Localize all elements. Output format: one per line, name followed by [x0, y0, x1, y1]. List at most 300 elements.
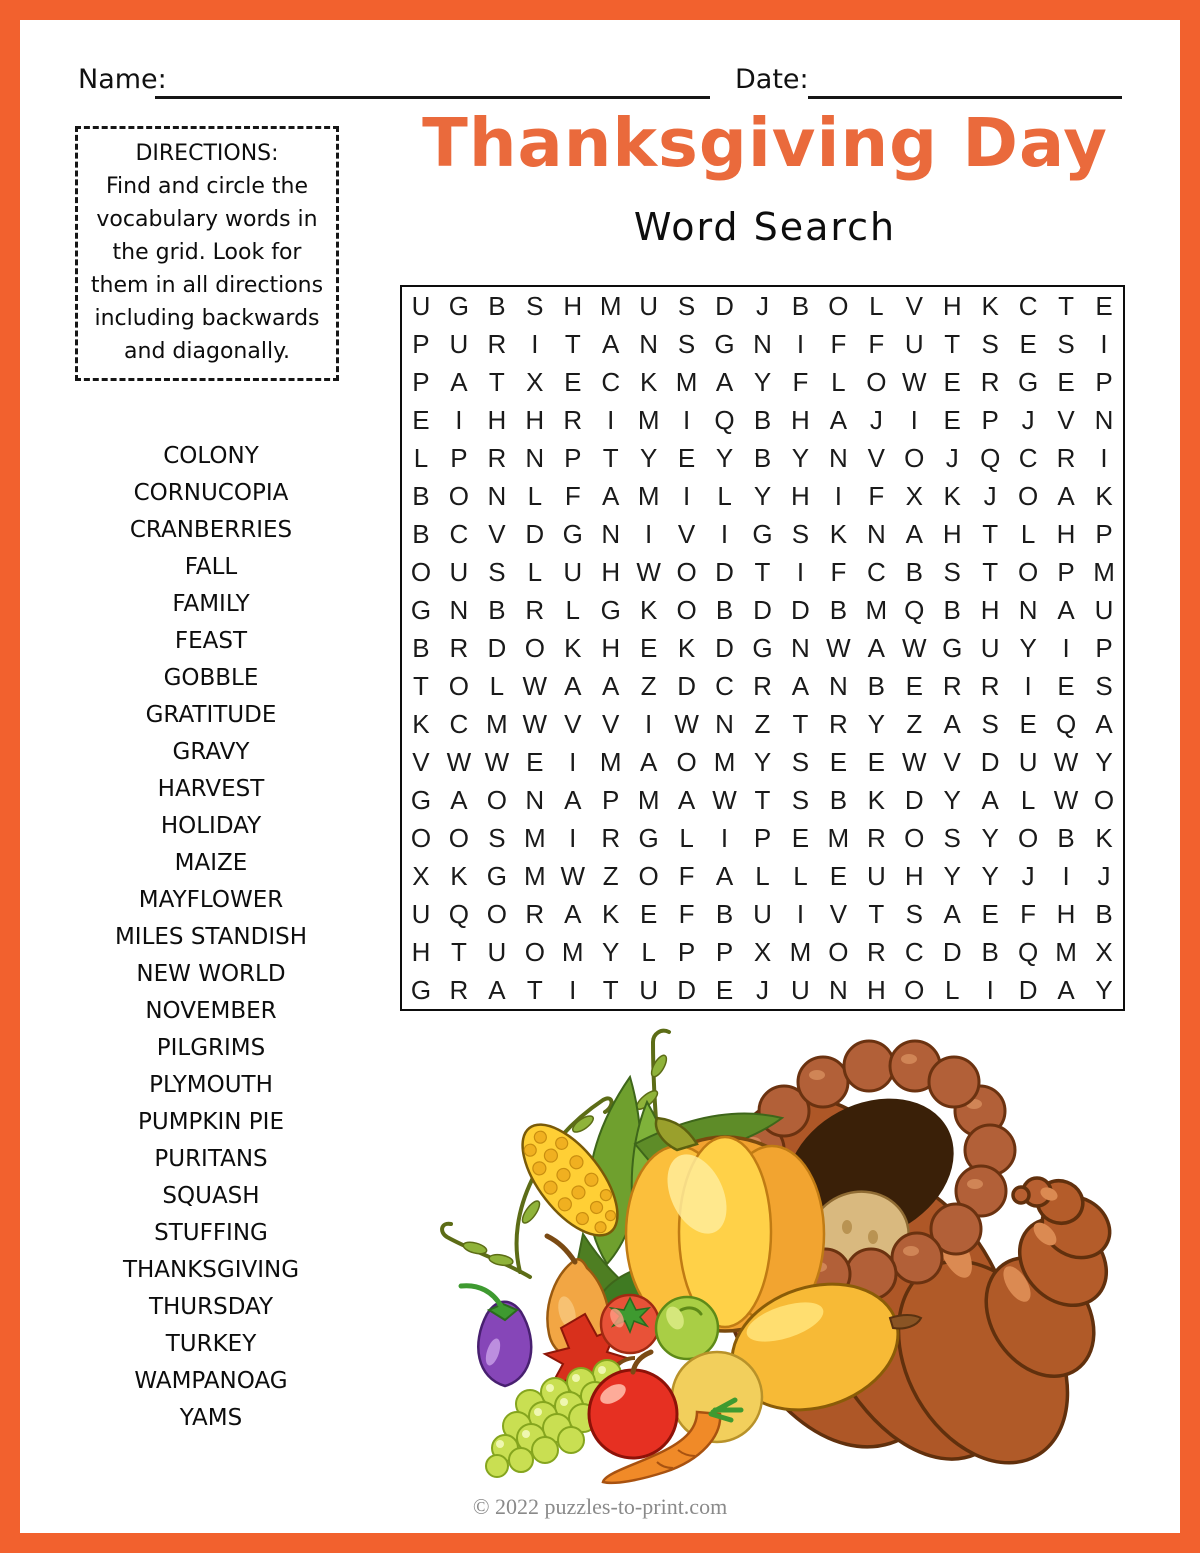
grid-cell: O: [448, 480, 470, 511]
grid-cell: W: [826, 632, 851, 663]
grid-cell: O: [828, 936, 849, 967]
grid-cell: N: [525, 442, 545, 473]
grid-cell: A: [488, 974, 506, 1005]
grid-cell: O: [828, 290, 849, 321]
word-list-item: STUFFING: [154, 1220, 268, 1246]
grid-cell: B: [905, 556, 923, 587]
grid-cell: U: [411, 898, 431, 929]
grid-cell: N: [828, 974, 848, 1005]
grid-cell: Q: [1055, 708, 1077, 739]
grid-cell: M: [637, 480, 660, 511]
grid-cell: M: [599, 746, 622, 777]
grid-cell: P: [1095, 518, 1113, 549]
grid-cell: H: [866, 974, 886, 1005]
grid-cell: E: [943, 366, 961, 397]
grid-cell: S: [943, 556, 961, 587]
grid-cell: T: [1058, 290, 1075, 321]
grid-cell: V: [829, 898, 848, 929]
directions-heading: DIRECTIONS:: [135, 141, 279, 166]
grid-cell: K: [829, 518, 848, 549]
grid-cell: O: [486, 898, 507, 929]
grid-cell: F: [830, 556, 847, 587]
grid-cell: E: [829, 860, 848, 891]
grid-cell: F: [1020, 898, 1037, 929]
grid-cell: M: [865, 594, 888, 625]
grid-cell: W: [636, 556, 661, 587]
grid-cell: S: [905, 898, 923, 929]
grid-cell: V: [905, 290, 923, 321]
grid-cell: V: [867, 442, 885, 473]
grid-cell: F: [564, 480, 581, 511]
grid-cell: E: [1019, 708, 1037, 739]
grid-cell: P: [602, 784, 620, 815]
grid-cell: H: [942, 290, 962, 321]
grid-cell: I: [1100, 442, 1108, 473]
grid-cell: O: [904, 822, 925, 853]
grid-cell: E: [639, 898, 658, 929]
grid-cell: E: [526, 746, 544, 777]
grid-cell: W: [902, 632, 927, 663]
grid-cell: O: [1018, 480, 1039, 511]
grid-cell: Y: [943, 784, 961, 815]
grid-cell: A: [943, 898, 961, 929]
grid-cell: E: [829, 746, 848, 777]
grid-cell: P: [564, 442, 582, 473]
grid-cell: K: [639, 366, 658, 397]
grid-cell: I: [1024, 670, 1032, 701]
grid-cell: S: [1057, 328, 1075, 359]
grid-cell: I: [645, 708, 653, 739]
grid-cell: A: [715, 860, 734, 891]
grid-cell: M: [637, 784, 660, 815]
grid-cell: W: [446, 746, 472, 777]
grid-cell: U: [487, 936, 507, 967]
grid-cell: O: [866, 366, 887, 397]
word-list-item: WAMPANOAG: [134, 1368, 288, 1394]
word-list-item: FEAST: [174, 628, 248, 654]
grid-cell: O: [1018, 556, 1039, 587]
grid-cell: Q: [904, 594, 925, 625]
grid-cell: W: [522, 708, 548, 739]
word-list-item: FALL: [184, 554, 238, 580]
grid-cell: I: [455, 404, 463, 435]
grid-cell: G: [942, 632, 963, 663]
grid-cell: U: [753, 898, 772, 929]
grid-cell: H: [980, 594, 1000, 625]
grid-cell: U: [563, 556, 583, 587]
grid-cell: Y: [791, 442, 810, 473]
grid-cell: R: [753, 670, 772, 701]
grid-cell: Y: [1019, 632, 1037, 663]
grid-cell: L: [717, 480, 732, 511]
grid-cell: P: [715, 936, 734, 967]
grid-cell: N: [715, 708, 734, 739]
grid-cell: X: [412, 860, 430, 891]
grid-cell: C: [1018, 442, 1038, 473]
grid-cell: B: [753, 442, 772, 473]
grid-cell: L: [944, 974, 960, 1005]
grid-cell: K: [1095, 480, 1113, 511]
grid-cell: O: [638, 860, 659, 891]
grid-cell: R: [828, 708, 848, 739]
grid-cell: B: [715, 594, 734, 625]
grid-cell: L: [527, 480, 543, 511]
grid-cell: T: [564, 328, 581, 359]
grid-cell: S: [791, 746, 810, 777]
grid-cell: A: [1057, 974, 1075, 1005]
grid-cell: M: [675, 366, 698, 397]
grid-cell: Z: [754, 708, 771, 739]
grid-cell: T: [792, 708, 809, 739]
grid-cell: O: [676, 594, 697, 625]
grid-cell: J: [869, 404, 883, 435]
grid-cell: R: [487, 442, 507, 473]
name-write-line: [155, 96, 710, 99]
grid-cell: G: [638, 822, 659, 853]
grid-cell: I: [569, 746, 577, 777]
grid-cell: B: [1057, 822, 1075, 853]
grid-cell: U: [449, 556, 469, 587]
grid-cell: R: [601, 822, 621, 853]
grid-cell: W: [1053, 784, 1079, 815]
grid-cell: M: [1055, 936, 1077, 967]
grid-cell: V: [412, 746, 430, 777]
grid-cell: S: [791, 784, 810, 815]
grid-cell: Y: [1095, 974, 1113, 1005]
grid-cell: R: [942, 670, 962, 701]
grid-cell: L: [413, 442, 429, 473]
grid-cell: X: [753, 936, 772, 967]
grid-cell: Q: [1018, 936, 1039, 967]
grid-cell: Y: [715, 442, 734, 473]
word-list-item: FAMILY: [172, 591, 250, 617]
grid-cell: N: [525, 784, 545, 815]
word-list-item: PLYMOUTH: [149, 1072, 273, 1098]
grid-cell: M: [523, 822, 546, 853]
grid-cell: Z: [640, 670, 657, 701]
grid-cell: S: [488, 556, 506, 587]
grid-cell: D: [942, 936, 962, 967]
page-subtitle: Word Search: [633, 205, 897, 249]
grid-cell: L: [565, 594, 580, 625]
word-list-item: PUMPKIN PIE: [138, 1109, 284, 1135]
grid-cell: P: [1095, 366, 1113, 397]
word-list-item: THURSDAY: [148, 1294, 274, 1320]
word-list-item: TURKEY: [165, 1331, 257, 1357]
grid-cell: Y: [639, 442, 658, 473]
grid-cell: U: [904, 328, 924, 359]
grid-cell: W: [902, 366, 927, 397]
word-list-item: THANKSGIVING: [122, 1257, 300, 1283]
grid-cell: S: [488, 822, 506, 853]
grid-cell: L: [679, 822, 694, 853]
grid-cell: I: [1100, 328, 1108, 359]
tomato-graphic: [601, 1295, 659, 1353]
grid-cell: O: [448, 822, 470, 853]
grid-cell: M: [827, 822, 850, 853]
grid-cell: U: [411, 290, 431, 321]
grid-cell: A: [602, 328, 620, 359]
grid-cell: M: [713, 746, 736, 777]
grid-cell: T: [602, 974, 619, 1005]
grid-cell: K: [981, 290, 999, 321]
grid-cell: A: [450, 784, 468, 815]
grid-cell: I: [796, 898, 805, 929]
grid-cell: H: [904, 860, 924, 891]
grid-cell: U: [639, 290, 659, 321]
grid-cell: V: [943, 746, 961, 777]
grid-cell: I: [910, 404, 918, 435]
grid-cell: G: [562, 518, 583, 549]
grid-cell: D: [904, 784, 924, 815]
grid-cell: U: [1018, 746, 1038, 777]
grid-cell: R: [449, 974, 469, 1005]
grid-cell: B: [981, 936, 999, 967]
grid-cell: I: [531, 328, 539, 359]
grid-cell: K: [564, 632, 582, 663]
grid-cell: C: [715, 670, 734, 701]
grid-cell: R: [866, 822, 886, 853]
grid-cell: M: [561, 936, 584, 967]
grid-cell: N: [866, 518, 886, 549]
grid-cell: K: [412, 708, 430, 739]
grid-cell: C: [449, 518, 469, 549]
grid-cell: D: [715, 556, 734, 587]
grid-cell: O: [486, 784, 507, 815]
grid-cell: E: [905, 670, 923, 701]
grid-cell: D: [791, 594, 810, 625]
word-list-item: PURITANS: [154, 1146, 268, 1172]
grid-cell: S: [943, 822, 961, 853]
grid-cell: M: [1093, 556, 1115, 587]
footer-copyright: © 2022 puzzles-to-print.com: [472, 1494, 728, 1519]
grid-cell: N: [791, 632, 810, 663]
grid-cell: O: [904, 974, 925, 1005]
grid-cell: L: [489, 670, 505, 701]
grid-cell: Q: [980, 442, 1001, 473]
grid-cell: R: [563, 404, 583, 435]
grid-cell: L: [641, 936, 656, 967]
grid-cell: Y: [943, 860, 961, 891]
grid-cell: L: [755, 860, 770, 891]
grid-cell: T: [754, 784, 771, 815]
grid-cell: O: [904, 442, 925, 473]
grid-cell: P: [677, 936, 696, 967]
grid-cell: F: [868, 480, 885, 511]
word-list-item: MAIZE: [174, 850, 248, 876]
grid-cell: D: [1018, 974, 1038, 1005]
grid-cell: G: [410, 784, 432, 815]
grid-cell: U: [866, 860, 886, 891]
grid-cell: Y: [602, 936, 620, 967]
grid-cell: M: [599, 290, 622, 321]
grid-cell: A: [639, 746, 658, 777]
grid-cell: E: [1057, 670, 1075, 701]
grid-cell: T: [526, 974, 543, 1005]
grid-cell: H: [1056, 518, 1076, 549]
grid-cell: D: [525, 518, 545, 549]
grid-cell: O: [1018, 822, 1039, 853]
grid-cell: A: [602, 480, 620, 511]
grid-cell: H: [411, 936, 431, 967]
grid-cell: T: [982, 556, 999, 587]
grid-cell: W: [560, 860, 586, 891]
eggplant-graphic: [461, 1286, 531, 1386]
grid-cell: X: [1095, 936, 1113, 967]
grid-cell: N: [828, 442, 848, 473]
grid-cell: O: [676, 746, 697, 777]
word-list-item: MAYFLOWER: [138, 887, 284, 913]
grid-cell: H: [1056, 898, 1076, 929]
grid-cell: L: [1020, 784, 1036, 815]
grid-cell: K: [1095, 822, 1113, 853]
grid-cell: K: [867, 784, 885, 815]
grid-cell: M: [523, 860, 546, 891]
grid-cell: K: [677, 632, 696, 663]
grid-cell: E: [1019, 328, 1037, 359]
grid-cell: E: [677, 442, 696, 473]
grid-cell: D: [980, 746, 1000, 777]
grid-cell: V: [564, 708, 582, 739]
grid-cell: R: [1056, 442, 1076, 473]
grid-cell: F: [868, 328, 885, 359]
grid-cell: I: [1062, 860, 1070, 891]
grid-cell: L: [831, 366, 846, 397]
grid-cell: G: [1018, 366, 1039, 397]
grid-cell: A: [867, 632, 885, 663]
grid-cell: R: [487, 328, 507, 359]
grid-cell: A: [564, 784, 582, 815]
grid-cell: W: [674, 708, 699, 739]
directions-body: Find and circle the vocabulary words in the grid. Look for them in all directions including backwards and diagonally.: [90, 174, 324, 364]
grid-cell: B: [753, 404, 772, 435]
grid-cell: L: [869, 290, 884, 321]
grid-cell: W: [522, 670, 548, 701]
grid-cell: F: [678, 898, 695, 929]
grid-cell: T: [488, 366, 505, 397]
grid-cell: Y: [753, 746, 772, 777]
grid-cell: B: [488, 290, 506, 321]
grid-cell: B: [1095, 898, 1113, 929]
grid-cell: R: [449, 632, 469, 663]
grid-cell: R: [866, 936, 886, 967]
grid-cell: O: [410, 556, 432, 587]
grid-cell: N: [753, 328, 772, 359]
grid-cell: A: [981, 784, 999, 815]
word-list-item: NEW WORLD: [136, 961, 286, 987]
grid-cell: B: [412, 632, 430, 663]
grid-cell: M: [486, 708, 508, 739]
grid-cell: J: [983, 480, 997, 511]
grid-cell: W: [902, 746, 927, 777]
grid-cell: Z: [602, 860, 619, 891]
grid-cell: T: [413, 670, 429, 701]
grid-cell: L: [793, 860, 808, 891]
grid-cell: C: [601, 366, 621, 397]
grid-cell: G: [752, 518, 773, 549]
grid-cell: T: [944, 328, 961, 359]
word-list: [66, 438, 356, 1437]
grid-cell: N: [828, 670, 848, 701]
grid-cell: Y: [981, 860, 999, 891]
word-list-item: PILGRIMS: [156, 1035, 266, 1061]
grid-cell: A: [1095, 708, 1113, 739]
grid-cell: I: [569, 822, 577, 853]
grid-cell: J: [1097, 860, 1111, 891]
grid-cell: C: [866, 556, 886, 587]
grid-cell: G: [410, 594, 432, 625]
grid-cell: O: [524, 632, 545, 663]
grid-cell: F: [830, 328, 847, 359]
word-list-item: NOVEMBER: [145, 998, 277, 1024]
word-list-item: GRATITUDE: [145, 702, 277, 728]
word-list-item: YAMS: [179, 1405, 243, 1431]
grid-cell: C: [449, 708, 469, 739]
green-apple-graphic: [656, 1297, 718, 1359]
grid-cell: V: [602, 708, 620, 739]
grid-cell: I: [682, 404, 691, 435]
date-write-line: [808, 96, 1122, 99]
grid-cell: H: [563, 290, 583, 321]
grid-cell: N: [449, 594, 469, 625]
grid-cell: R: [525, 594, 545, 625]
grid-cell: R: [525, 898, 545, 929]
grid-cell: B: [412, 480, 430, 511]
grid-cell: H: [487, 404, 507, 435]
grid-cell: A: [602, 670, 620, 701]
grid-cell: L: [1020, 518, 1036, 549]
word-list-item: MILES STANDISH: [114, 924, 308, 950]
grid-cell: A: [829, 404, 848, 435]
grid-cell: R: [980, 366, 1000, 397]
grid-cell: K: [639, 594, 658, 625]
grid-cell: Y: [981, 822, 999, 853]
grid-cell: L: [527, 556, 543, 587]
grid-cell: S: [526, 290, 544, 321]
grid-cell: O: [524, 936, 545, 967]
grid-cell: S: [1095, 670, 1113, 701]
grid-cell: S: [981, 708, 999, 739]
grid-cell: V: [677, 518, 696, 549]
directions-box: [75, 126, 339, 381]
grid-cell: S: [677, 290, 696, 321]
grid-cell: A: [450, 366, 468, 397]
grid-cell: H: [942, 518, 962, 549]
grid-cell: P: [450, 442, 468, 473]
grid-cell: A: [564, 670, 582, 701]
grid-cell: R: [980, 670, 1000, 701]
name-label: Name:: [78, 64, 167, 95]
word-list-item: HARVEST: [157, 776, 265, 802]
grid-cell: B: [412, 518, 430, 549]
grid-cell: T: [602, 442, 619, 473]
grid-cell: K: [602, 898, 620, 929]
grid-cell: B: [791, 290, 810, 321]
grid-cell: S: [677, 328, 696, 359]
word-list-item: GOBBLE: [163, 665, 259, 691]
grid-cell: E: [1057, 366, 1075, 397]
grid-cell: I: [569, 974, 577, 1005]
grid-cell: B: [715, 898, 734, 929]
grid-cell: T: [982, 518, 999, 549]
grid-cell: P: [412, 328, 430, 359]
grid-cell: G: [600, 594, 621, 625]
grid-cell: K: [450, 860, 468, 891]
grid-cell: A: [1057, 480, 1075, 511]
grid-cell: U: [639, 974, 659, 1005]
grid-cell: A: [715, 366, 734, 397]
grid-cell: J: [755, 974, 769, 1005]
